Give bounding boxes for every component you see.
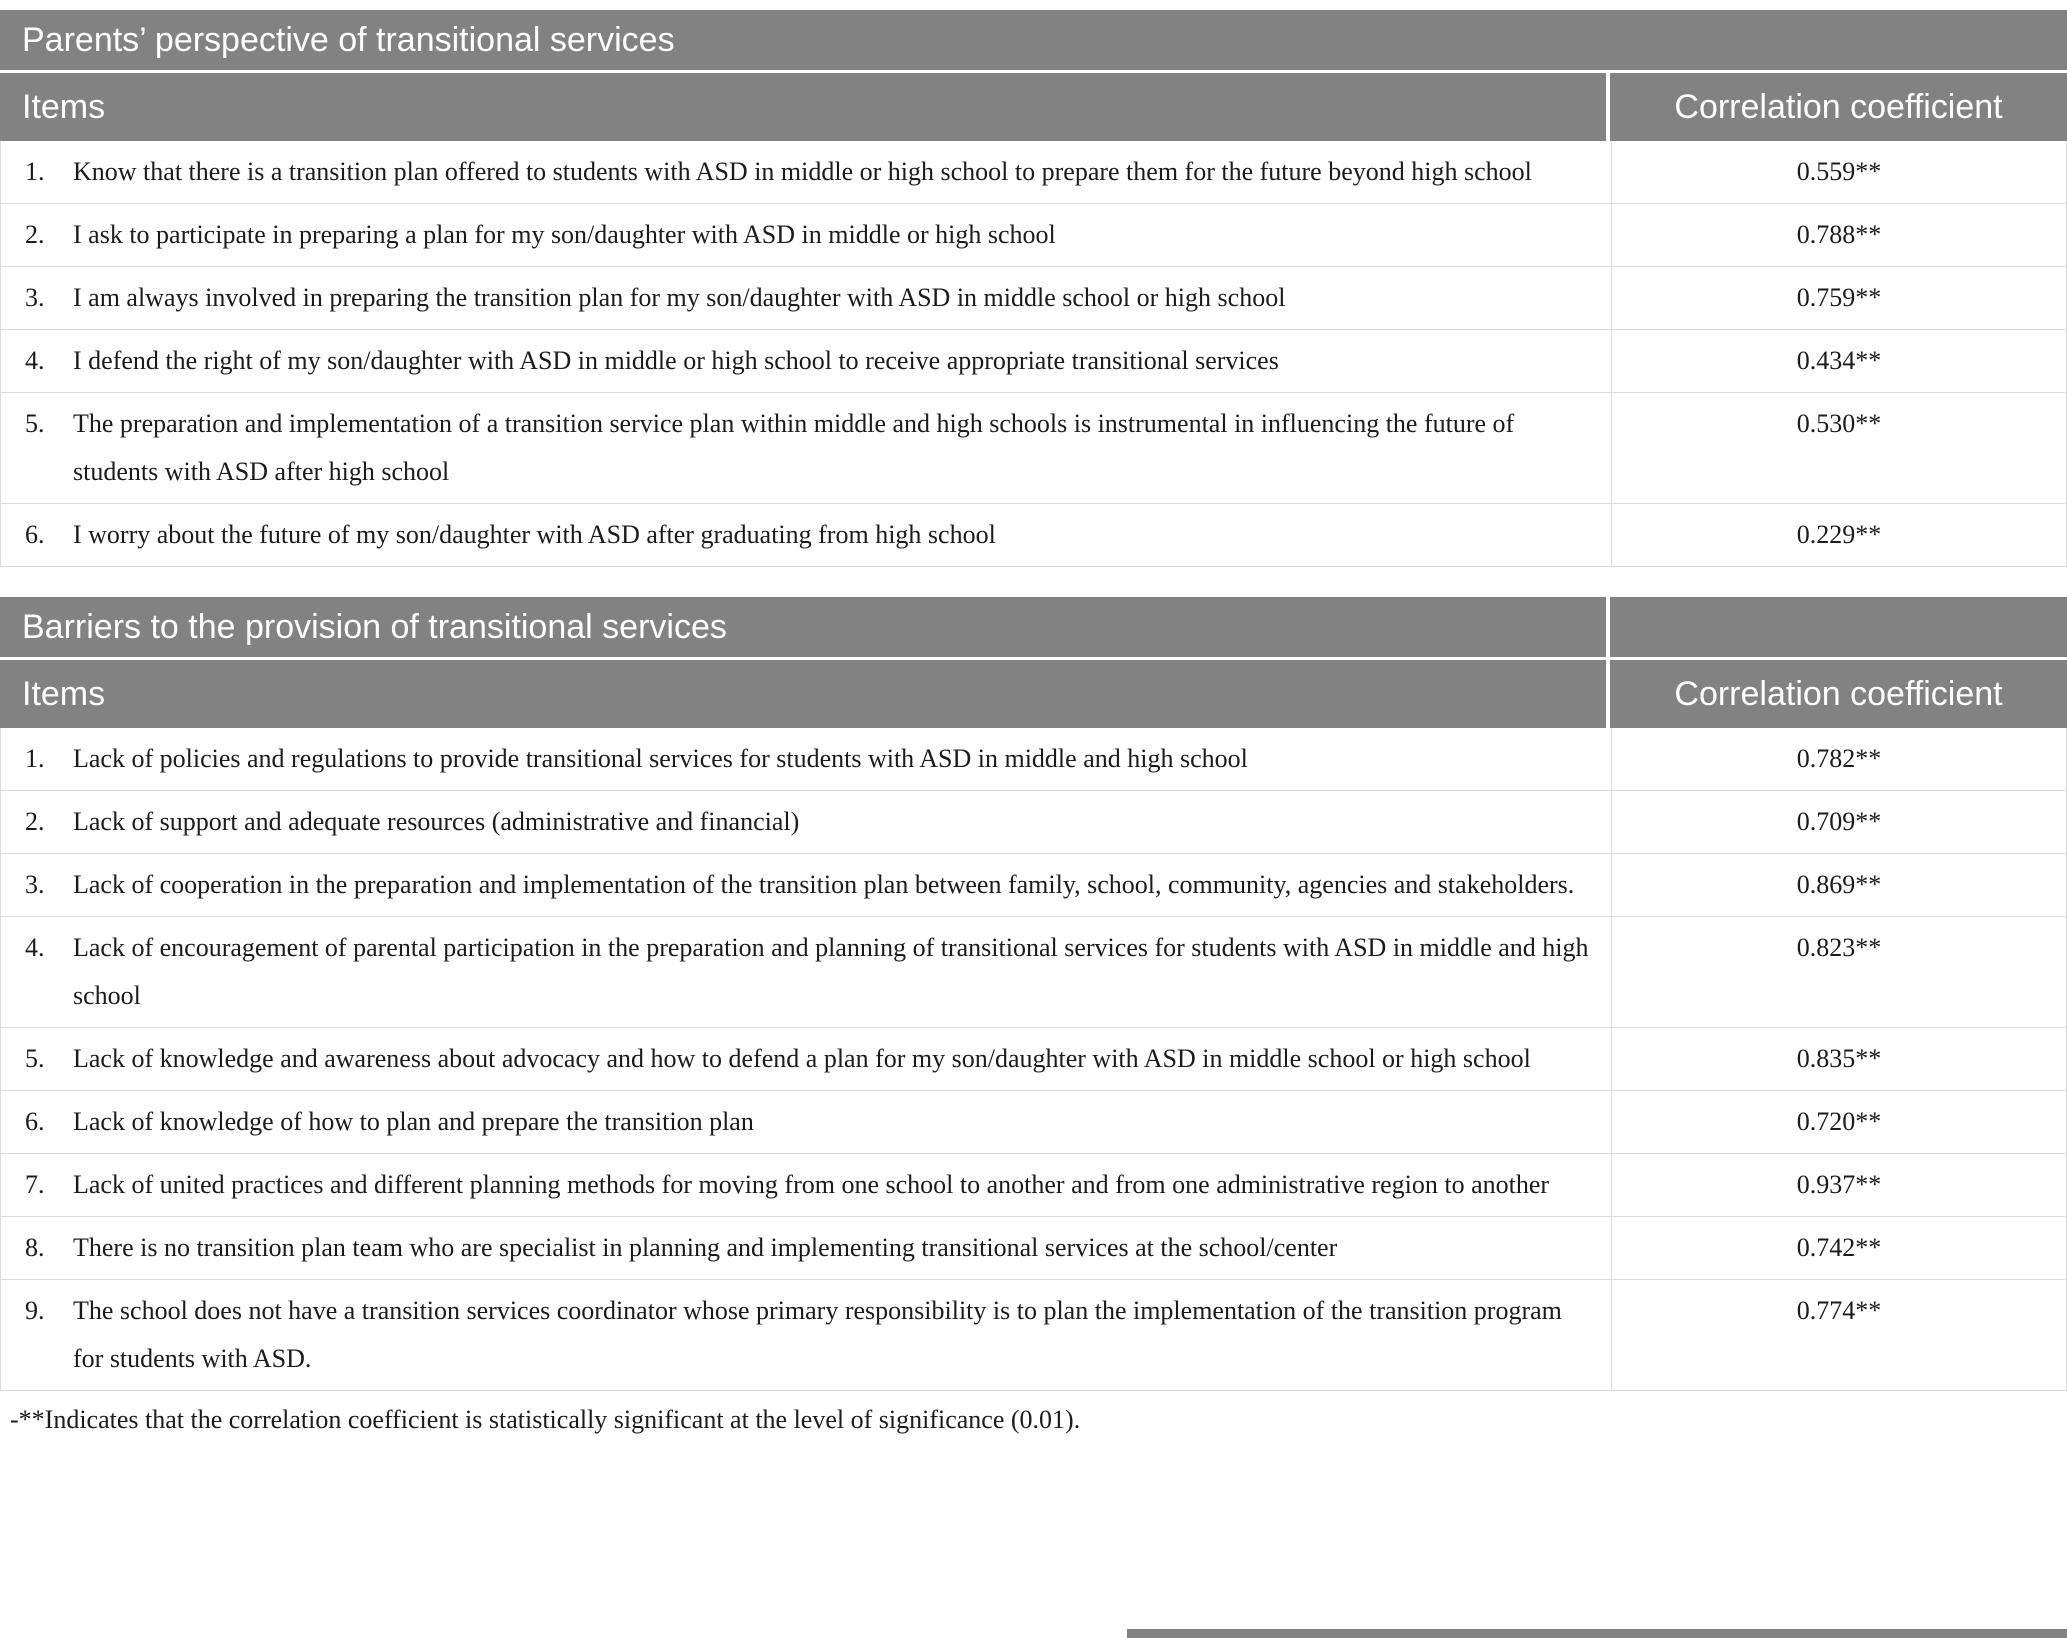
item-number: 7. [25, 1170, 45, 1199]
item-cell [1, 204, 1611, 266]
item-text: I ask to participate in preparing a plan for my son/daughter with ASD in middle or high school [73, 220, 1056, 249]
item-number: 6. [25, 520, 45, 549]
item-cell [1, 728, 1611, 790]
item-text: Lack of cooperation in the preparation and implementation of the transition plan between family, school, community, agencies and stakeholders. [73, 870, 1575, 899]
table-title: Barriers to the provision of transitional services [0, 597, 1610, 657]
coefficient-value: 0.782** [1611, 728, 2066, 790]
item-number: 2. [25, 220, 45, 249]
table-row [1, 266, 2066, 329]
item-text: Know that there is a transition plan offered to students with ASD in middle or high school to prepare them for the future beyond high school [73, 157, 1532, 186]
item-number: 2. [25, 807, 45, 836]
item-text: Lack of knowledge and awareness about advocacy and how to defend a plan for my son/daughter with ASD in middle school or high school [73, 1044, 1531, 1073]
coefficient-value: 0.742** [1611, 1217, 2066, 1279]
column-header-row [0, 73, 2067, 141]
item-number: 1. [25, 744, 45, 773]
coefficient-value: 0.530** [1611, 393, 2066, 503]
item-number: 3. [25, 283, 45, 312]
item-cell [1, 267, 1611, 329]
coefficient-value: 0.434** [1611, 330, 2066, 392]
coefficient-value: 0.823** [1611, 917, 2066, 1027]
items-column-header: Items [0, 660, 1610, 728]
coefficient-value: 0.720** [1611, 1091, 2066, 1153]
item-number: 9. [25, 1296, 45, 1325]
item-text: I am always involved in preparing the transition plan for my son/daughter with ASD in middle school or high school [73, 283, 1286, 312]
item-cell [1, 854, 1611, 916]
item-cell [1, 1091, 1611, 1153]
coefficient-value: 0.835** [1611, 1028, 2066, 1090]
item-cell [1, 917, 1611, 1027]
coefficient-value: 0.869** [1611, 854, 2066, 916]
item-text: Lack of policies and regulations to provide transitional services for students with ASD in middle and high school [73, 744, 1248, 773]
table-body [0, 728, 2067, 1391]
table-title: Parents’ perspective of transitional services [0, 10, 2067, 70]
item-number: 5. [25, 1044, 45, 1073]
table-row [1, 728, 2066, 790]
items-column-header: Items [0, 73, 1610, 141]
item-number: 4. [25, 346, 45, 375]
coefficient-value: 0.788** [1611, 204, 2066, 266]
table-row [1, 203, 2066, 266]
item-number: 5. [25, 409, 45, 438]
table-row [1, 1153, 2066, 1216]
column-header-row [0, 660, 2067, 728]
coefficient-value: 0.229** [1611, 504, 2066, 566]
table-row [1, 141, 2066, 203]
item-text: The preparation and implementation of a transition service plan within middle and high schools is instrumental in influencing the future of students with ASD after high school [73, 409, 1515, 486]
significance-footnote: -**Indicates that the correlation coefficient is statistically significant at the level of significance (0.01). [10, 1405, 1081, 1434]
coefficient-value: 0.759** [1611, 267, 2066, 329]
table-body [0, 141, 2067, 567]
table-row [1, 1216, 2066, 1279]
item-text: Lack of united practices and different planning methods for moving from one school to another and from one administrative region to another [73, 1170, 1550, 1199]
item-cell [1, 504, 1611, 566]
item-cell [1, 1154, 1611, 1216]
table-row [1, 503, 2066, 566]
table-row [1, 790, 2066, 853]
item-number: 4. [25, 933, 45, 962]
item-text: I worry about the future of my son/daughter with ASD after graduating from high school [73, 520, 996, 549]
item-number: 6. [25, 1107, 45, 1136]
cutoff-next-section-bar [1127, 1629, 2067, 1638]
item-number: 8. [25, 1233, 45, 1262]
coefficient-column-header: Correlation coefficient [1610, 73, 2067, 141]
coefficient-value: 0.559** [1611, 141, 2066, 203]
table-row [1, 392, 2066, 503]
item-cell [1, 1217, 1611, 1279]
table-row [1, 1027, 2066, 1090]
table-row [1, 1279, 2066, 1390]
item-cell [1, 791, 1611, 853]
item-number: 3. [25, 870, 45, 899]
item-number: 1. [25, 157, 45, 186]
coefficient-value: 0.709** [1611, 791, 2066, 853]
item-text: The school does not have a transition services coordinator whose primary responsibility is to plan the implementation of the transition program for students with ASD. [73, 1296, 1562, 1373]
parents-table [0, 10, 2067, 567]
barriers-table [0, 597, 2067, 1391]
table-title-spacer [1610, 597, 2067, 657]
item-cell [1, 330, 1611, 392]
table-title-row [0, 597, 2067, 657]
coefficient-value: 0.937** [1611, 1154, 2066, 1216]
item-text: Lack of support and adequate resources (administrative and financial) [73, 807, 800, 836]
table-row [1, 1090, 2066, 1153]
item-text: Lack of encouragement of parental participation in the preparation and planning of transitional services for students with ASD in middle and high school [73, 933, 1589, 1010]
item-text: I defend the right of my son/daughter with ASD in middle or high school to receive appropriate transitional services [73, 346, 1279, 375]
coefficient-value: 0.774** [1611, 1280, 2066, 1390]
item-cell [1, 393, 1611, 503]
item-text: Lack of knowledge of how to plan and prepare the transition plan [73, 1107, 754, 1136]
item-cell [1, 141, 1611, 203]
item-text: There is no transition plan team who are specialist in planning and implementing transitional services at the school/center [73, 1233, 1338, 1262]
item-cell [1, 1280, 1611, 1390]
coefficient-column-header: Correlation coefficient [1610, 660, 2067, 728]
table-row [1, 329, 2066, 392]
table-row [1, 853, 2066, 916]
table-row [1, 916, 2066, 1027]
item-cell [1, 1028, 1611, 1090]
